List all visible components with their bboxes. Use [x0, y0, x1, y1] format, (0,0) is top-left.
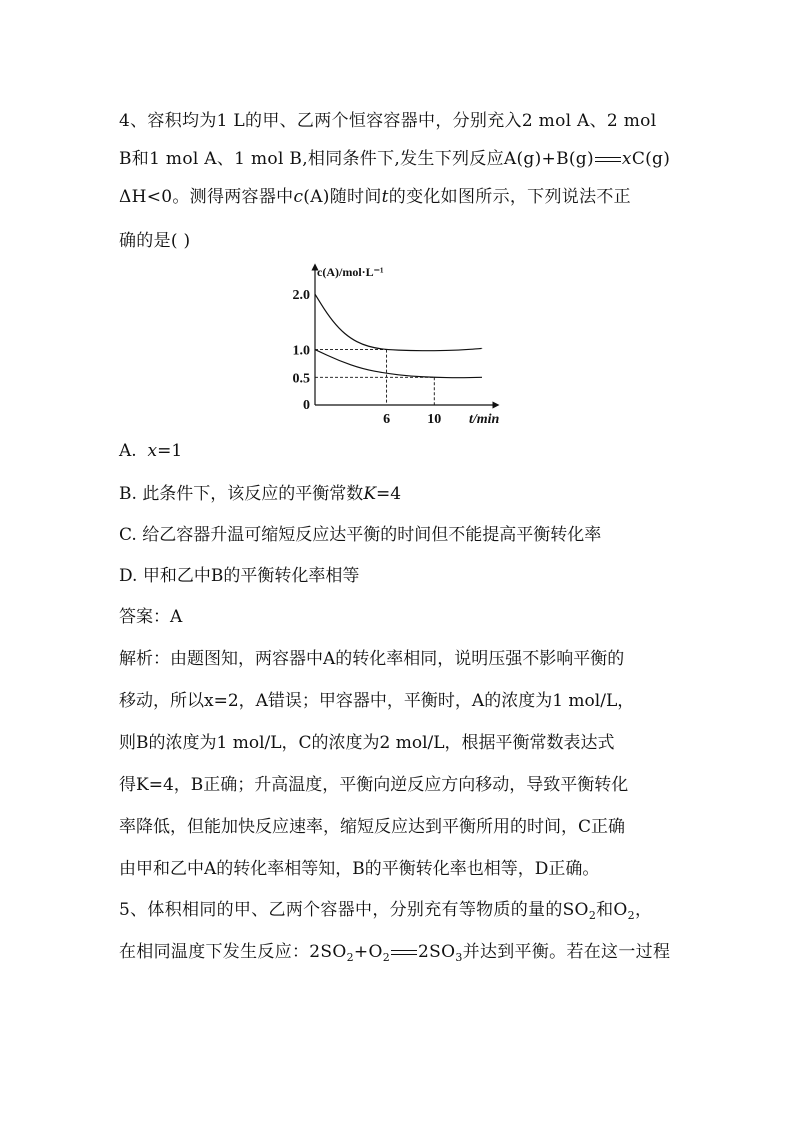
- option-b-var: K: [363, 484, 377, 504]
- analysis-line-2: 移动，所以x=2，A错误；甲容器中，平衡时，A的浓度为1 mol/L，: [119, 691, 635, 711]
- analysis-line-1: 解析：由题图知，两容器中A的转化率相同，说明压强不影响平衡的: [119, 649, 625, 669]
- equilibrium-arrow-icon: [595, 156, 621, 164]
- option-c-text: 给乙容器升温可缩短反应达平衡的时间但不能提高平衡转化率: [142, 525, 602, 545]
- y-tick-label-0: 2.0: [292, 288, 310, 304]
- q5-line-1-c: 和O: [596, 900, 628, 920]
- q4-line-2-product: C(g): [631, 149, 671, 169]
- option-a: [119, 440, 684, 462]
- q5-line-2: [119, 941, 684, 965]
- series-line-1: [315, 350, 482, 378]
- option-d-label: D.: [119, 566, 138, 586]
- q5-line-2-g: 并达到平衡。若在这一过程: [462, 942, 671, 962]
- option-a-text: =1: [157, 441, 183, 461]
- y-tick-label-2: 0.5: [292, 371, 310, 387]
- q4-line-3-c: (A)随时间: [303, 187, 382, 207]
- option-a-label: A.: [119, 441, 137, 461]
- q4-var-c: c: [293, 187, 304, 207]
- option-a-var: x: [147, 441, 158, 461]
- q4-line-3-a: ΔH<0。测得两容器中: [119, 187, 294, 207]
- option-b-label: B.: [119, 484, 137, 504]
- option-d: [119, 565, 684, 587]
- q4-line-3: [119, 186, 684, 208]
- option-b-text: 此条件下，该反应的平衡常数: [142, 484, 364, 504]
- coefficient-x: x: [621, 149, 632, 169]
- q4-line-3-e: 的变化如图所示，下列说法不正: [388, 187, 631, 207]
- option-c: [119, 524, 684, 546]
- q5-line-1: [119, 899, 684, 923]
- q5-line-1-e: ，: [634, 900, 653, 920]
- q5-sub-5: 3: [455, 951, 463, 964]
- q5-sub-2: 2: [627, 909, 635, 922]
- chart-axes: [315, 267, 496, 405]
- analysis-line-6: 由甲和乙中A的转化率相等知，B的平衡转化率也相等，D正确。: [119, 859, 600, 879]
- analysis-line-5: 率降低，但能加快反应速率，缩短反应达到平衡所用的时间，C正确: [119, 817, 626, 837]
- equilibrium-arrow-icon: [391, 949, 417, 957]
- concentration-time-chart: [282, 262, 522, 430]
- chart-labels: [293, 265, 500, 427]
- analysis-line-4: 得K=4，B正确；升高温度，平衡向逆反应方向移动，导致平衡转化: [119, 775, 629, 795]
- option-b: [119, 483, 684, 505]
- q4-line-2-text: B和1 mol A、1 mol B,相同条件下,发生下列反应A(g)+B(g): [119, 149, 594, 169]
- q5-line-2-c: +O: [353, 942, 383, 962]
- q4-line-2: [119, 148, 684, 170]
- option-c-label: C.: [119, 525, 137, 545]
- x-tick-label-1: 10: [427, 412, 442, 427]
- q5-sub-3: 2: [346, 951, 354, 964]
- q5-sub-1: 2: [588, 909, 597, 922]
- x-axis-label: t/min: [469, 412, 500, 427]
- q5-sub-4: 2: [382, 951, 391, 964]
- answer: 答案：A: [119, 607, 183, 627]
- option-d-text: 甲和乙中B的平衡转化率相等: [142, 566, 360, 586]
- y-axis-label: c(A)/mol·L⁻¹: [317, 265, 384, 279]
- y-tick-label-1: 1.0: [292, 343, 310, 359]
- option-b-tail: =4: [376, 484, 402, 504]
- q4-var-t: t: [381, 187, 389, 207]
- series-line-0: [315, 294, 482, 351]
- origin-label: 0: [303, 398, 310, 413]
- q4-line-1: 4、容积均为1 L的甲、乙两个恒容容器中，分别充入2 mol A、2 mol: [119, 111, 657, 131]
- chart-series: [315, 294, 482, 378]
- q4-line-4: 确的是( ): [119, 231, 191, 251]
- analysis-line-3: 则B的浓度为1 mol/L，C的浓度为2 mol/L，根据平衡常数表达式: [119, 733, 615, 753]
- q5-line-2-e: 2SO: [418, 942, 456, 962]
- q5-line-2-a: 在相同温度下发生反应：2SO: [119, 942, 347, 962]
- x-tick-label-0: 6: [383, 412, 391, 427]
- q5-line-1-a: 5、体积相同的甲、乙两个容器中，分别充有等物质的量的SO: [119, 900, 589, 920]
